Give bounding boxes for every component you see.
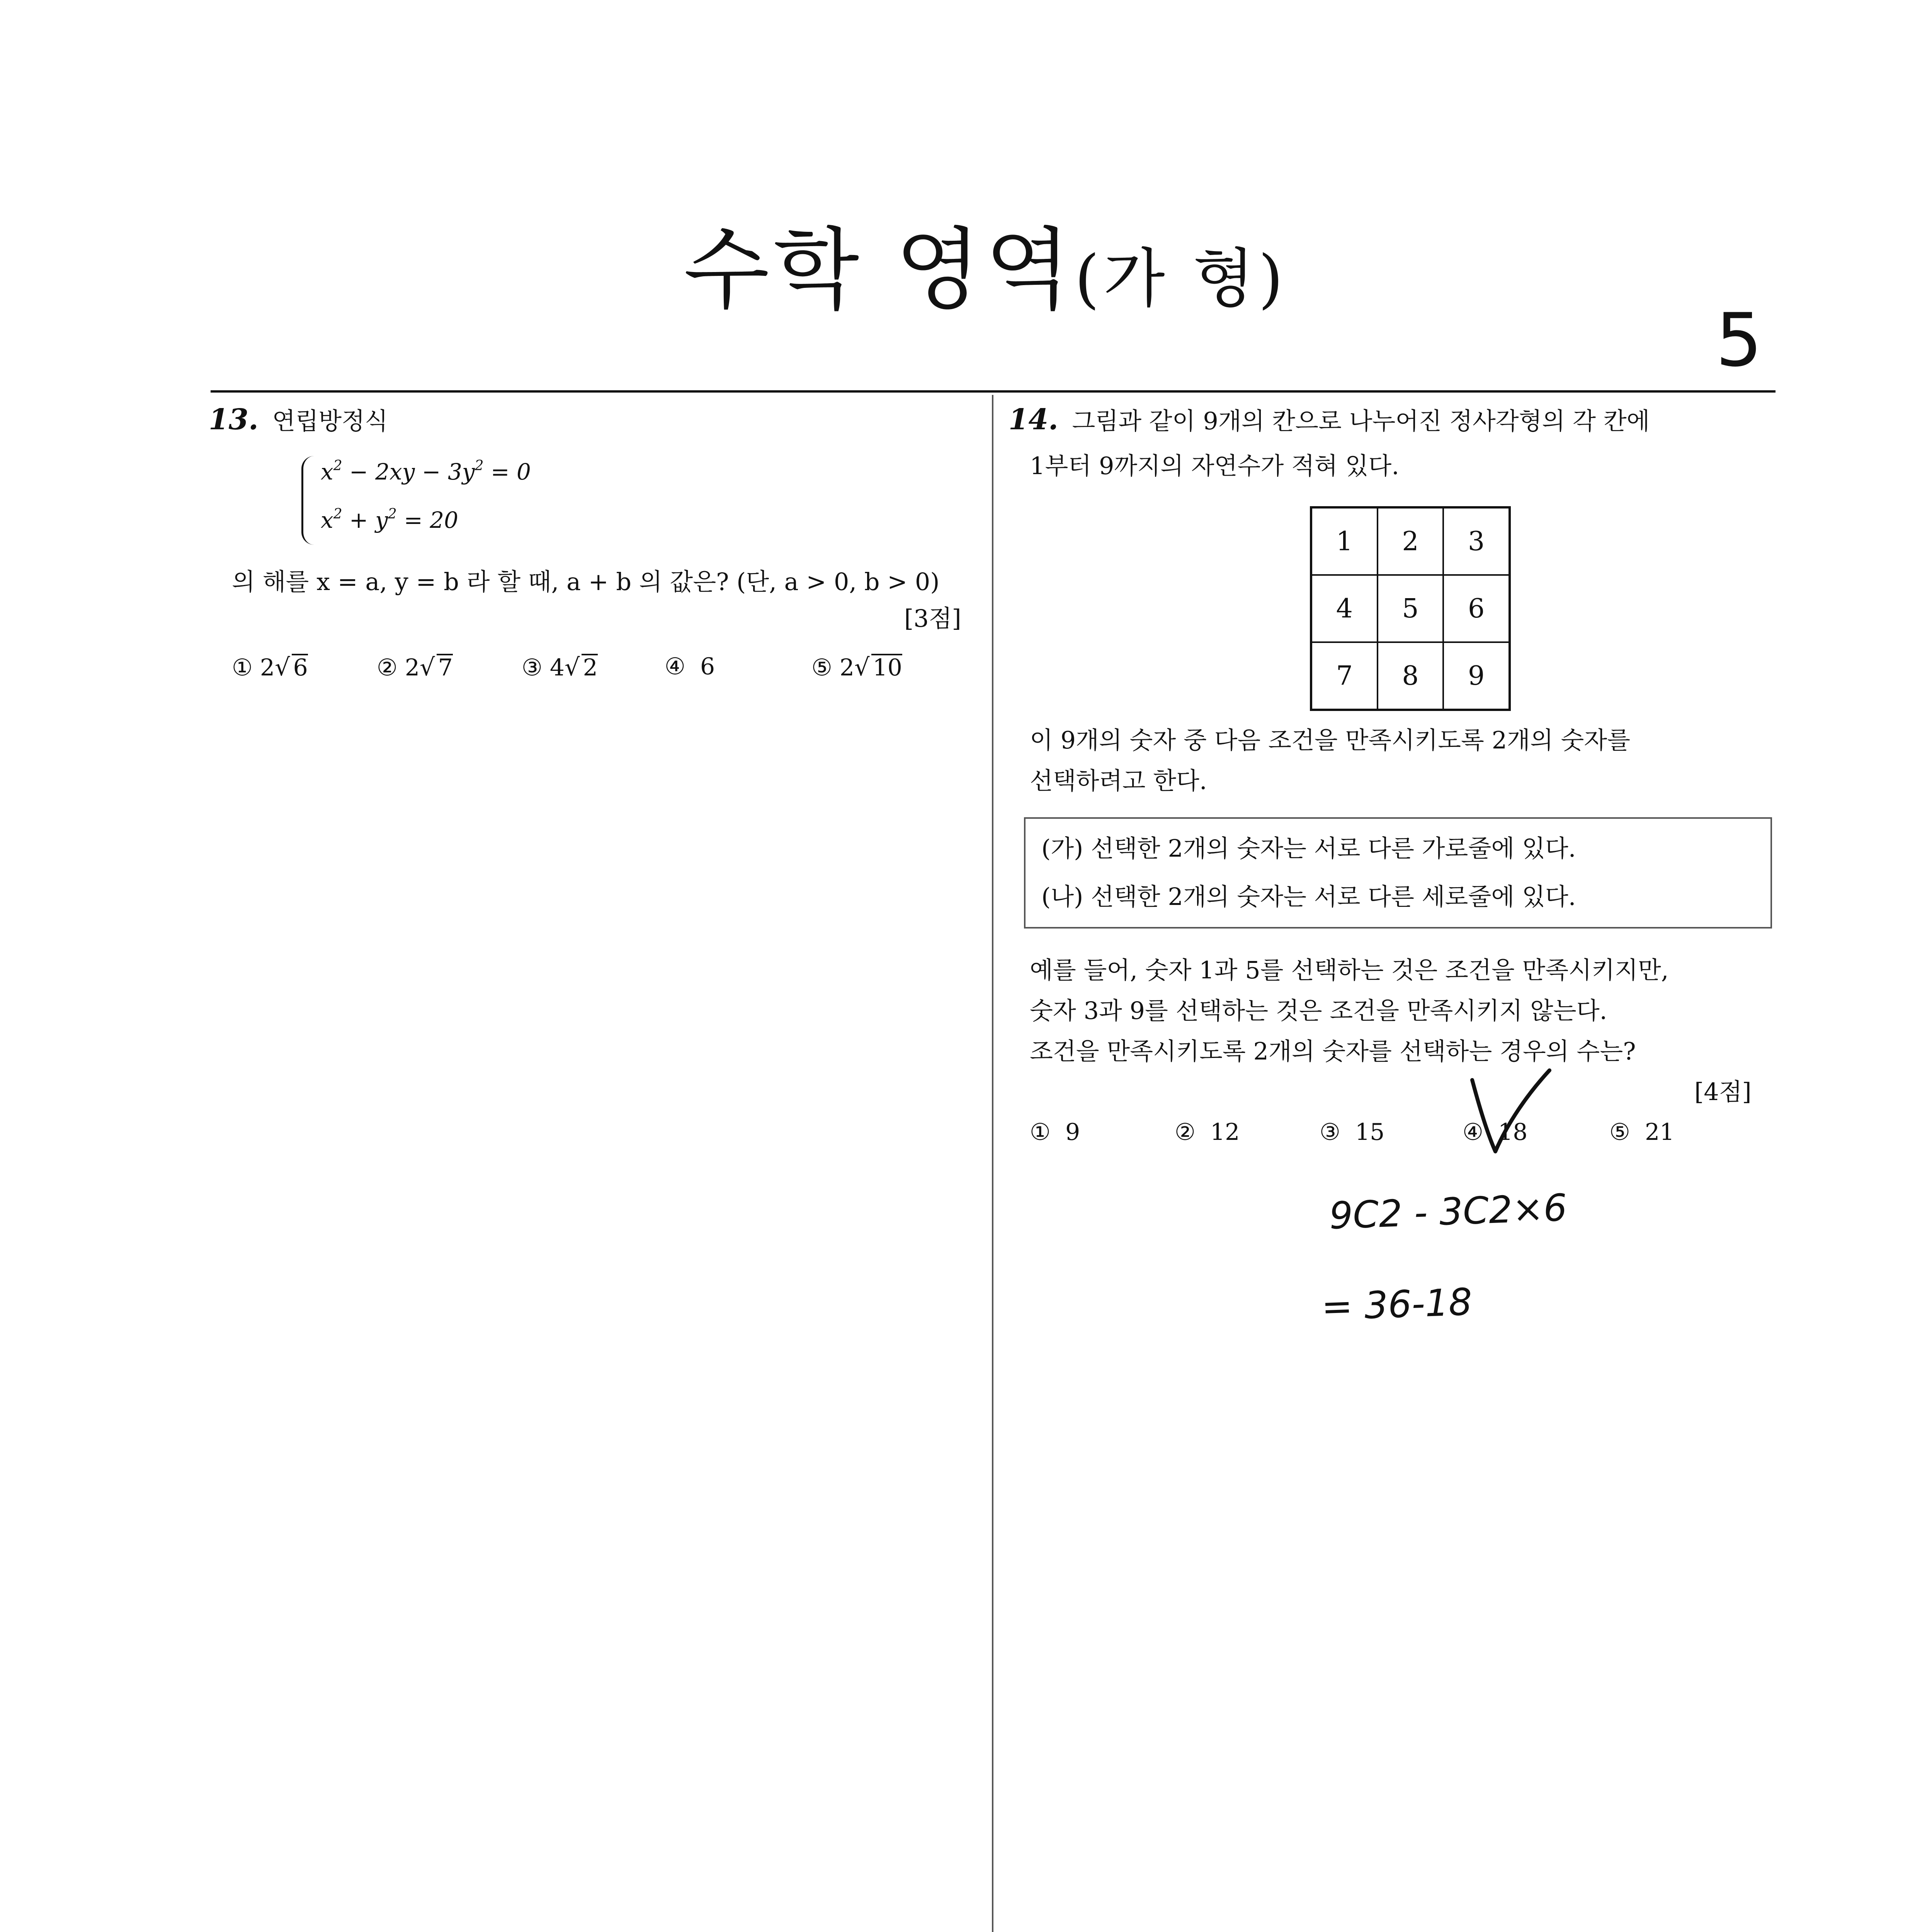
- title-subtype: (가 형): [1074, 242, 1287, 316]
- page-number: 5: [1716, 298, 1762, 383]
- q13-equation-2: $x^2 + y^2 = 20$: [321, 506, 459, 533]
- title-main: 수학 영역: [684, 219, 1075, 322]
- q13-choice-4[interactable]: ④ 6: [665, 653, 715, 680]
- q14-choice-4[interactable]: ④ 18: [1463, 1119, 1528, 1146]
- q13-number: 13.: [209, 403, 259, 436]
- handwriting-line-2: = 36-18: [1321, 1280, 1473, 1329]
- q14-intro-1: 그림과 같이 9개의 칸으로 나누어진 정사각형의 각 칸에: [1072, 407, 1650, 435]
- q14-example-2: 숫자 3과 9를 선택하는 것은 조건을 만족시키지 않는다.: [1030, 997, 1607, 1025]
- q14-choice-2[interactable]: ② 12: [1175, 1119, 1240, 1146]
- q14-question: 조건을 만족시키도록 2개의 숫자를 선택하는 경우의 수는?: [1030, 1037, 1636, 1065]
- q13-points: [3점]: [904, 604, 961, 633]
- q13-equation-1: $x^2 - 2xy - 3y^2 = 0$: [321, 458, 531, 485]
- q13-choice-1[interactable]: ① 2√ 6: [232, 653, 308, 681]
- q14-choice-5[interactable]: ⑤ 21: [1609, 1119, 1675, 1146]
- grid-cell: 7: [1311, 642, 1378, 710]
- grid-cell: 1: [1311, 507, 1378, 575]
- q14-intro-2: 1부터 9까지의 자연수가 적혀 있다.: [1030, 452, 1400, 480]
- grid-cell: 4: [1311, 575, 1378, 642]
- q14-points: [4점]: [1694, 1078, 1752, 1106]
- grid-cell: 5: [1378, 575, 1444, 642]
- grid-cell: 6: [1443, 575, 1510, 642]
- q13-intro: 연립방정식: [272, 407, 388, 435]
- grid-cell: 3: [1443, 507, 1510, 575]
- checkmark-icon: [1472, 1070, 1549, 1151]
- q13-choice-5[interactable]: ⑤ 2√ 10: [811, 653, 902, 681]
- q14-choice-3[interactable]: ③ 15: [1320, 1119, 1385, 1146]
- q14-number: 14.: [1009, 403, 1058, 436]
- condition-b: (나) 선택한 2개의 숫자는 서로 다른 세로줄에 있다.: [1041, 883, 1576, 911]
- q14-choice-1[interactable]: ① 9: [1030, 1119, 1080, 1146]
- q14-select-2: 선택하려고 한다.: [1030, 767, 1207, 795]
- q13-question: 의 해를 x = a, y = b 라 할 때, a + b 의 값은? (단, a > 0, b > 0): [232, 568, 940, 596]
- q14-example-1: 예를 들어, 숫자 1과 5를 선택하는 것은 조건을 만족시키지만,: [1030, 956, 1669, 984]
- q14-select-1: 이 9개의 숫자 중 다음 조건을 만족시키도록 2개의 숫자를: [1030, 726, 1631, 754]
- condition-a: (가) 선택한 2개의 숫자는 서로 다른 가로줄에 있다.: [1041, 834, 1576, 862]
- q13-choice-2[interactable]: ② 2√ 7: [377, 653, 453, 681]
- grid-cell: 2: [1378, 507, 1444, 575]
- handwriting-line-1: 9C2 - 3C2×6: [1328, 1186, 1568, 1238]
- q13-choice-3[interactable]: ③ 4√ 2: [522, 653, 598, 681]
- grid-cell: 8: [1378, 642, 1444, 710]
- grid-cell: 9: [1443, 642, 1510, 710]
